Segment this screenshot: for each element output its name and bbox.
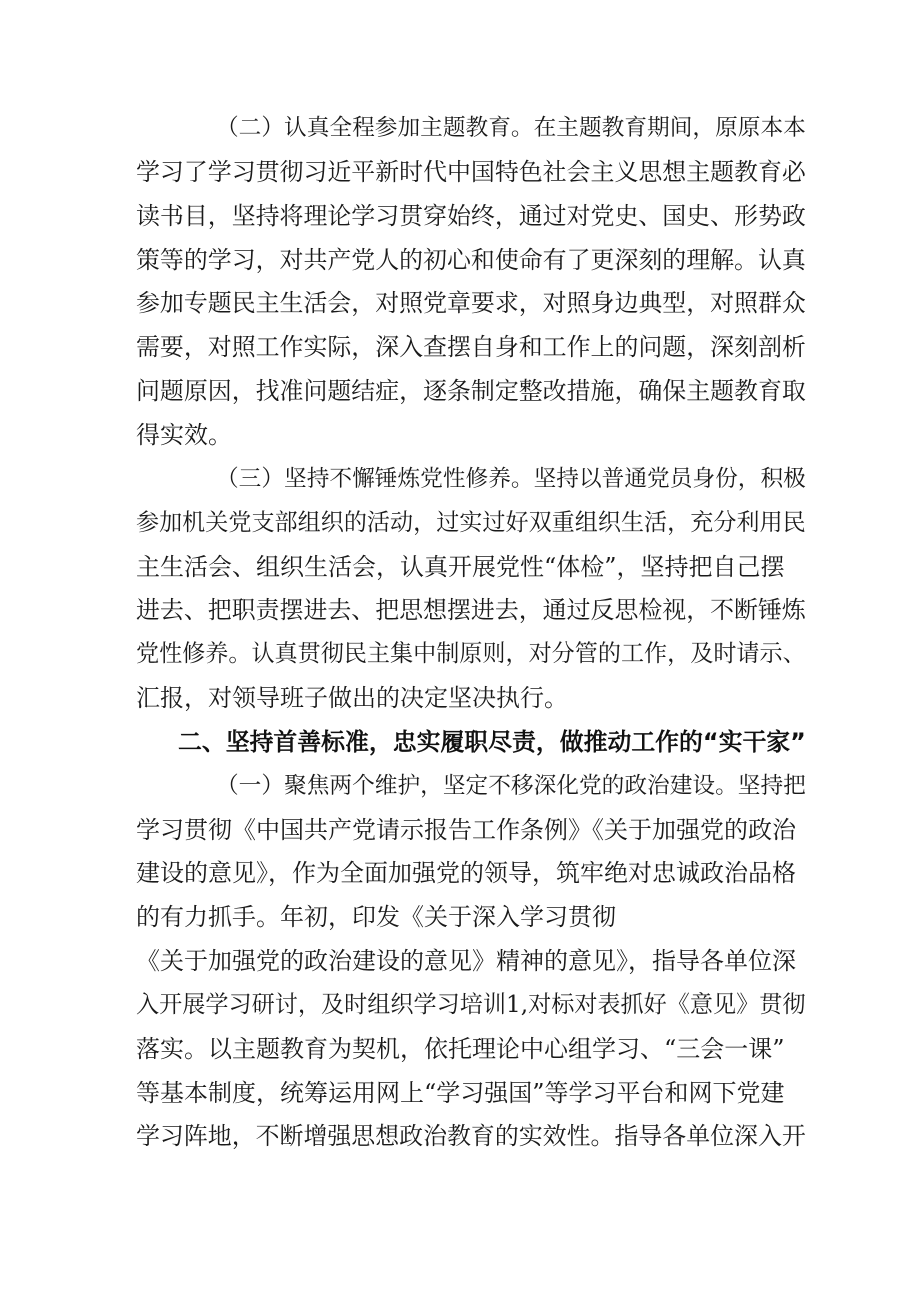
paragraph-2-line-3: 读书目，坚持将理论学习贯穿始终，通过对党史、国史、形势政 xyxy=(136,202,806,230)
paragraph-3-line-2: 参加机关党支部组织的活动，过实过好双重组织生活，充分利用民 xyxy=(136,510,806,536)
paragraph-2-line-6: 需要，对照工作实际，深入查摆自身和工作上的问题，深刻剖析 xyxy=(136,333,806,361)
paragraph-2-line-7: 问题原因，找准问题结症，逐条制定整改措施，确保主题教育取 xyxy=(136,377,806,405)
paragraph-4-line-2: 学习贯彻《中国共产党请示报告工作条例》《关于加强党的政治 xyxy=(136,816,796,844)
paragraph-3-line-5: 党性修养。认真贯彻民主集中制原则，对分管的工作，及时请示、 xyxy=(136,641,806,667)
paragraph-2-line-5: 参加专题民主生活会，对照党章要求，对照身边典型，对照群众 xyxy=(136,289,806,317)
paragraph-3-line-4: 进去、把职责摆进去、把思想摆进去，通过反思检视，不断锤炼 xyxy=(136,596,806,624)
paragraph-4-line-1: （一）聚焦两个维护，坚定不移深化党的政治建设。坚持把 xyxy=(216,773,806,799)
paragraph-2-line-8: 得实效。 xyxy=(136,421,232,449)
paragraph-4-line-3: 建设的意见》，作为全面加强党的领导，筑牢绝对忠诚政治品格 xyxy=(136,859,796,887)
paragraph-3-line-6: 汇报，对领导班子做出的决定坚决执行。 xyxy=(136,684,568,712)
paragraph-4-line-6: 入开展学习研讨，及时组织学习培训1,对标对表抓好《意见》贯彻 xyxy=(136,992,806,1018)
section-heading: 二、坚持首善标准，忠实履职尽责，做推动工作的“实干家” xyxy=(178,728,806,756)
paragraph-4-line-7: 落实。以主题教育为契机，依托理论中心组学习、“三会一课” xyxy=(136,1035,785,1063)
paragraph-4-line-9: 学习阵地，不断增强思想政治教育的实效性。指导各单位深入开 xyxy=(136,1122,806,1150)
paragraph-3-line-1: （三）坚持不懈锤炼党性修养。坚持以普通党员身份，积极 xyxy=(216,466,806,492)
paragraph-4-line-4: 的有力抓手。年初，印发《关于深入学习贯彻 xyxy=(136,903,616,931)
paragraph-2-line-2: 学习了学习贯彻习近平新时代中国特色社会主义思想主题教育必 xyxy=(136,158,806,186)
paragraph-2-line-1: （二）认真全程参加主题教育。在主题教育期间，原原本本 xyxy=(216,115,806,141)
paragraph-2-line-4: 策等的学习，对共产党人的初心和使命有了更深刻的理解。认真 xyxy=(136,246,806,274)
paragraph-3-line-3: 主生活会、组织生活会，认真开展党性“体检”，坚持把自己摆 xyxy=(136,553,785,581)
paragraph-4-line-5: 《关于加强党的政治建设的意见》精神的意见》，指导各单位深 xyxy=(136,947,796,975)
paragraph-4-line-8: 等基本制度，统筹运用网上“学习强国”等学习平台和网下党建 xyxy=(136,1079,785,1107)
